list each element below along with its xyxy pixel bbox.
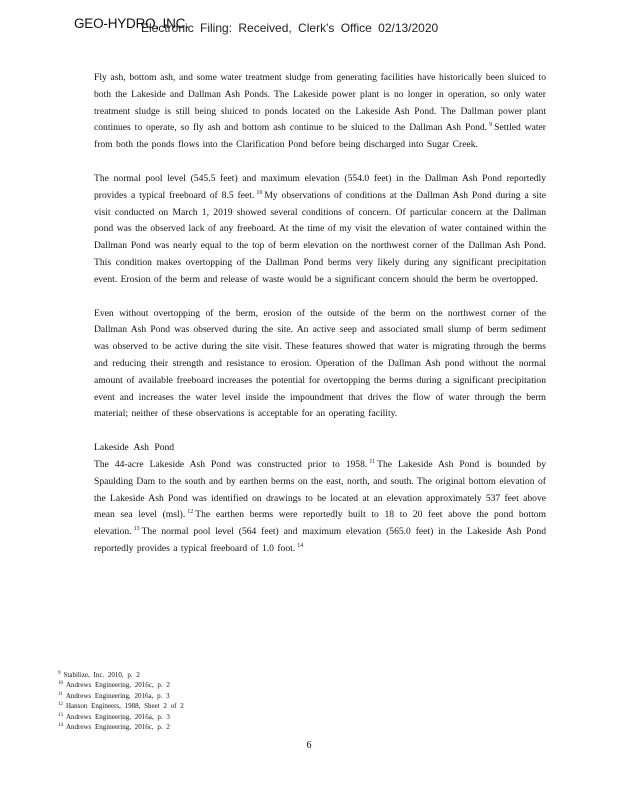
- paragraph-text: The normal pool level (545.5 feet) and maximum elevation (554.0 feet) in the Dallman Ash Pond reportedly provides a typical freeboard of 8.5 feet.: [94, 172, 546, 201]
- footnote-text: Andrews Engineering, 2016c, p. 2: [66, 723, 170, 732]
- section-heading: Lakeside Ash Pond: [94, 442, 175, 454]
- footnote-ref: 10: [256, 189, 263, 196]
- footnotes: [58, 670, 318, 732]
- paragraph-text: The earthen berms were reportedly built to 18 to 20 feet above the pond bottom elevation.: [94, 509, 547, 538]
- paragraph-dallman-erosion: [94, 306, 546, 424]
- body-text: [94, 70, 546, 575]
- paragraph-text: The Lakeside Ash Pond is bounded by Spaulding Dam to the south and by earthen berms on the east, north, and south. The original bottom elevation of the Lakeside Ash Pond was identified on drawings to be located at an elevation approximately 537 feet above mean sea level (msl).: [94, 458, 546, 521]
- paragraph-text-tail: Settled water from both the ponds flows into the Clarification Pond before being discharged into Sugar Creek.: [94, 122, 546, 151]
- footnote: [58, 670, 318, 680]
- footnote-number: 9: [58, 671, 61, 676]
- footnote: [58, 701, 318, 711]
- footnote-text: Stabilize, Inc. 2010, p. 2: [63, 671, 140, 679]
- paragraph-text: Even without overtopping of the berm, erosion of the outside of the berm on the northwest corner of the Dallman Ash Pond was observed during the site. An active seep and associated small slump of berm sediment was observed to be active during the site visit. These features showed that water is migrating through the berms and reducing their strength and resistance to erosion. Operation of the Dallman Ash pond without the normal amount of available freeboard increases the potential for overtopping the berms during a significant precipitation event and increases the water level inside the impoundment that drives the flow of water through the berm material; neither of these observations is acceptable for an operating facility.: [94, 307, 546, 420]
- filing-stamp: Electronic Filing: Received, Clerk's Office 02/13/2020: [141, 21, 439, 35]
- paragraph-lakeside: [94, 457, 546, 558]
- footnote-number: 12: [58, 702, 63, 708]
- footnote-number: 10: [58, 681, 63, 687]
- paragraph-text-tail: My observations of conditions at the Dallman Ash Pond during a site visit conducted on March 1, 2019 showed several conditions of concern. Of particular concern at the Dallman pond was the observed lack of any freeboard. At the time of my visit the elevation of water contained within the Dallman Pond was nearly equal to the top of berm elevation on the northwest corner of the Dallman Ash Pond. This condition makes overtopping of the Dallman Pond berms very likely during any significant precipitation event. Erosion of the berm and release of waste would be a significant concern should the berm be overtopped.: [94, 189, 546, 285]
- paragraph-ash-sluicing: [94, 70, 546, 154]
- paragraph-text: Fly ash, bottom ash, and some water treatment sludge from generating facilities have historically been sluiced to both the Lakeside and Dallman Ash Ponds. The Lakeside power plant is no longer in operation, so only water treatment sludge is still being sluiced to ponds located on the Lakeside Ash Pond. The Dallman power plant continues to operate, so fly ash and bottom ash continue to be sluiced to the Dallman Ash Pond.: [94, 72, 546, 134]
- footnote-number: 14: [58, 723, 63, 729]
- footnote-ref: 9: [489, 122, 493, 129]
- footnote-ref: 11: [369, 458, 376, 465]
- paragraph-text: The normal pool level (564 feet) and maximum elevation (565.0 feet) in the Lakeside Ash Pond reportedly provides a typical freeboard of 1.0 foot.: [94, 526, 546, 554]
- footnote-ref: 13: [133, 526, 140, 533]
- footnote-text: Hanson Engineers, 1988, Sheet 2 of 2: [66, 702, 184, 711]
- footnote-text: Andrews Engineering, 2016a, p. 3: [65, 691, 170, 700]
- footnote-ref: 12: [187, 509, 194, 516]
- footnote-number: 13: [58, 712, 63, 718]
- page-header: [0, 14, 618, 38]
- company-header: GEO-HYDRO, INC.: [74, 16, 189, 31]
- footnote-ref: 14: [297, 542, 304, 549]
- footnote: [58, 712, 318, 722]
- footnote: [58, 680, 318, 690]
- footnote-text: Andrews Engineering, 2016a, p. 3: [66, 712, 170, 721]
- footnote: [58, 722, 318, 732]
- paragraph-dallman-freeboard: [94, 171, 546, 289]
- page-number: 6: [306, 740, 312, 751]
- footnote-number: 11: [58, 691, 63, 697]
- footnote-text: Andrews Engineering, 2016c, p. 2: [66, 681, 170, 690]
- footnote: [58, 691, 318, 701]
- paragraph-text: The 44-acre Lakeside Ash Pond was constructed prior to 1958.: [94, 458, 368, 470]
